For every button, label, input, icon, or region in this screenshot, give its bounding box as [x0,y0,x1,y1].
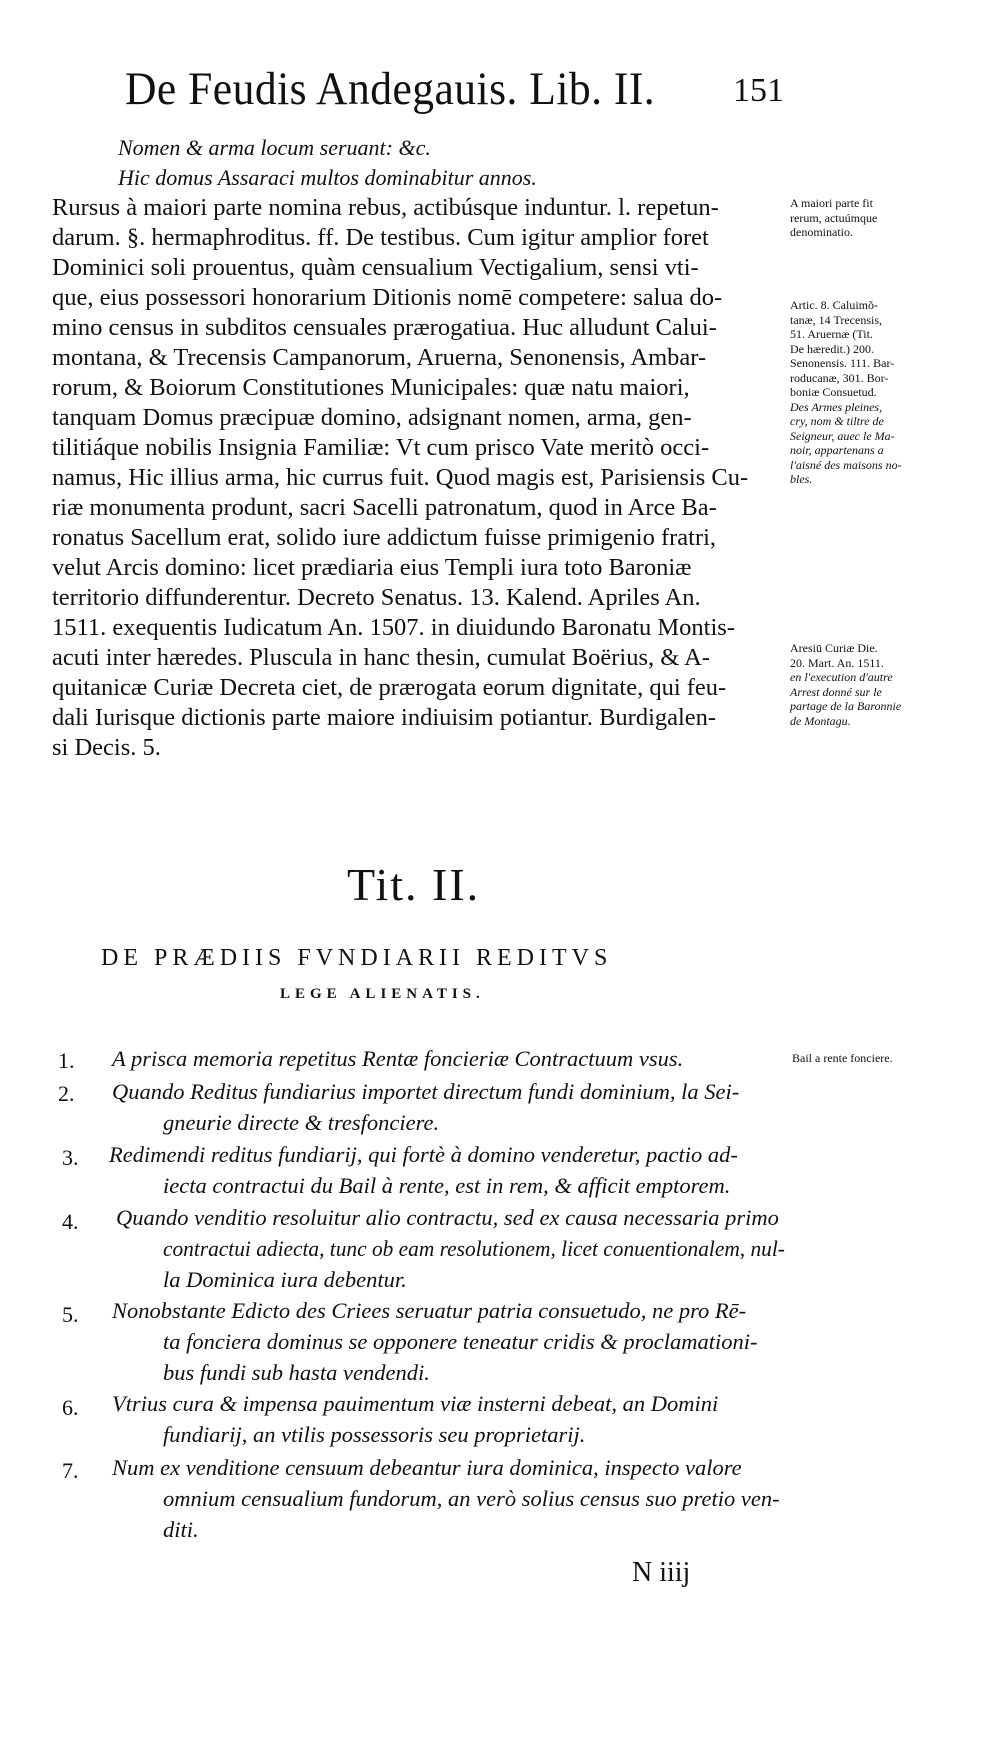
body-line: darum. §. hermaphroditus. ff. De testibus. Cum igitur amplior foret [52,224,709,251]
item-line: diti. [163,1517,199,1542]
item-line: ta fonciera dominus se opponere teneatur cridis & proclamationi- [163,1329,758,1354]
item-line: contractui adiecta, tunc ob eam resolutionem, licet conuentionalem, nul- [163,1236,785,1261]
item-line: Quando venditio resoluitur alio contractu, sed ex causa necessaria primo [116,1205,779,1230]
margin-note-line: l'aisné des maisons no- [790,457,902,472]
body-line: dali Iurisque dictionis parte maiore indiuisim potiantur. Burdigalen- [52,704,717,731]
verse-line: Hic domus Assaraci multos dominabitur annos. [118,165,537,190]
margin-note-line: bles. [790,472,813,486]
item-number: 2. [58,1081,75,1106]
body-line: territorio diffunderentur. Decreto Senatus. 13. Kalend. Apriles An. [52,584,701,611]
margin-note-line: Bail a rente fonciere. [792,1051,893,1065]
item-line: bus fundi sub hasta vendendi. [163,1360,430,1385]
item-number: 4. [62,1209,79,1234]
body-line: acuti inter hæredes. Pluscula in hanc thesin, cumulat Boërius, & A- [52,644,710,671]
body-line: namus, Hic illius arma, hic currus fuit. Quod magis est, Parisiensis Cu- [52,464,749,491]
running-title: De Feudis Andegauis. Lib. II. [125,63,656,115]
item-line: iecta contractui du Bail à rente, est in rem, & afficit emptorem. [163,1173,731,1198]
item-number: 3. [62,1145,79,1170]
item-number: 1. [58,1048,75,1073]
body-line: riæ monumenta produnt, sacri Sacelli patronatum, quod in Arce Ba- [52,494,717,521]
body-line: si Decis. 5. [52,734,161,761]
margin-note-line: Senonensis. 111. Bar- [790,356,895,370]
item-number: 6. [62,1395,79,1420]
body-line: 1511. exequentis Iudicatum An. 1507. in diuidundo Baronatu Montis- [52,614,735,641]
item-line: Nonobstante Edicto des Criees seruatur patria consuetudo, ne pro Rē- [112,1298,747,1323]
verse-line: Nomen & arma locum seruant: &c. [118,135,431,160]
body-line: quitanicæ Curiæ Decreta ciet, de prærogata eorum dignitate, qui feu- [52,674,727,701]
margin-note-line: noir, appartenans a [790,443,884,457]
margin-note-line: De hæredit.) 200. [790,341,874,356]
body-line: velut Arcis domino: licet prædiaria eius Templi iura toto Baroniæ [52,554,692,581]
margin-note-line: cry, nom & tiltre de [790,414,884,428]
margin-note-line: de Montagu. [790,713,851,728]
item-line: Redimendi reditus fundiarij, qui fortè à domino venderetur, pactio ad- [109,1142,738,1167]
margin-note-line: Des Armes pleines, [790,399,883,414]
item-line: gneurie directe & tresfonciere. [163,1110,440,1135]
margin-note-line: 20. Mart. An. 1511. [790,655,884,670]
margin-note-line: roducanæ, 301. Bor- [790,370,889,385]
margin-note-line: rerum, actuúmque [790,210,878,225]
body-line: ronatus Sacellum erat, solido iure addictum fuisse primigenio fratri, [52,524,717,551]
item-line: A prisca memoria repetitus Rentæ foncieriæ Contractuum vsus. [112,1046,684,1071]
page-number: 151 [733,72,784,109]
margin-note-line: Arrest donné sur le [790,684,882,699]
body-line: tilitiáque nobilis Insignia Familiæ: Vt cum prisco Vate meritò occi- [52,434,710,461]
margin-note-line: A maiori parte fit [790,196,873,210]
margin-note-line: boniæ Consuetud. [790,385,877,399]
margin-note-line: Artic. 8. Caluimõ- [790,298,878,312]
body-line: mino census in subditos censuales prærogatiua. Huc alludunt Calui- [52,314,717,341]
margin-note [792,1051,893,1066]
signature-mark: N iiij [632,1557,691,1588]
margin-note-line: Aresiū Curiæ Die. [790,641,878,655]
item-line: Quando Reditus fundiarius importet directum fundi dominium, la Sei- [112,1079,740,1104]
item-line: omnium censualium fundorum, an verò solius census suo pretio ven- [163,1486,780,1511]
body-line: rorum, & Boiorum Constitutiones Municipales: quæ natu maiori, [52,374,690,401]
item-number: 7. [62,1458,79,1483]
body-line: tanquam Domus præcipuæ domino, adsignant nomen, arma, gen- [52,404,692,431]
item-number: 5. [62,1302,79,1327]
margin-note-line: denominatio. [790,225,853,239]
margin-note-line: en l'execution d'autre [790,670,893,684]
body-line: montana, & Trecensis Campanorum, Aruerna, Senonensis, Ambar- [52,344,707,371]
item-line: fundiarij, an vtilis possessoris seu proprietarij. [163,1422,586,1447]
body-line: Rursus à maiori parte nomina rebus, actibúsque induntur. l. repetun- [52,194,719,221]
margin-note-line: Seigneur, auec le Ma- [790,428,895,443]
item-line: Num ex venditione censuum debeantur iura dominica, inspecto valore [112,1455,742,1480]
margin-note [790,641,901,728]
body-line: Dominici soli prouentus, quàm censualium Vectigalium, sensi vti- [52,254,699,281]
section-subheading: LEGE ALIENATIS. [280,986,485,1002]
title-number: Tit. II. [347,859,481,910]
section-heading: DE PRÆDIIS FVNDIARII REDITVS [101,945,613,971]
margin-note [790,298,902,487]
margin-note-line: 51. Aruernæ (Tit. [790,327,873,341]
item-line: la Dominica iura debentur. [163,1267,407,1292]
margin-note-line: tanæ, 14 Trecensis, [790,312,883,327]
margin-note-line: partage de la Baronnie [790,699,902,713]
body-line: que, eius possessori honorarium Ditionis nomē competere: salua do- [52,284,723,311]
item-line: Vtrius cura & impensa pauimentum viæ insterni debeat, an Domini [112,1391,719,1416]
margin-note [790,196,877,240]
